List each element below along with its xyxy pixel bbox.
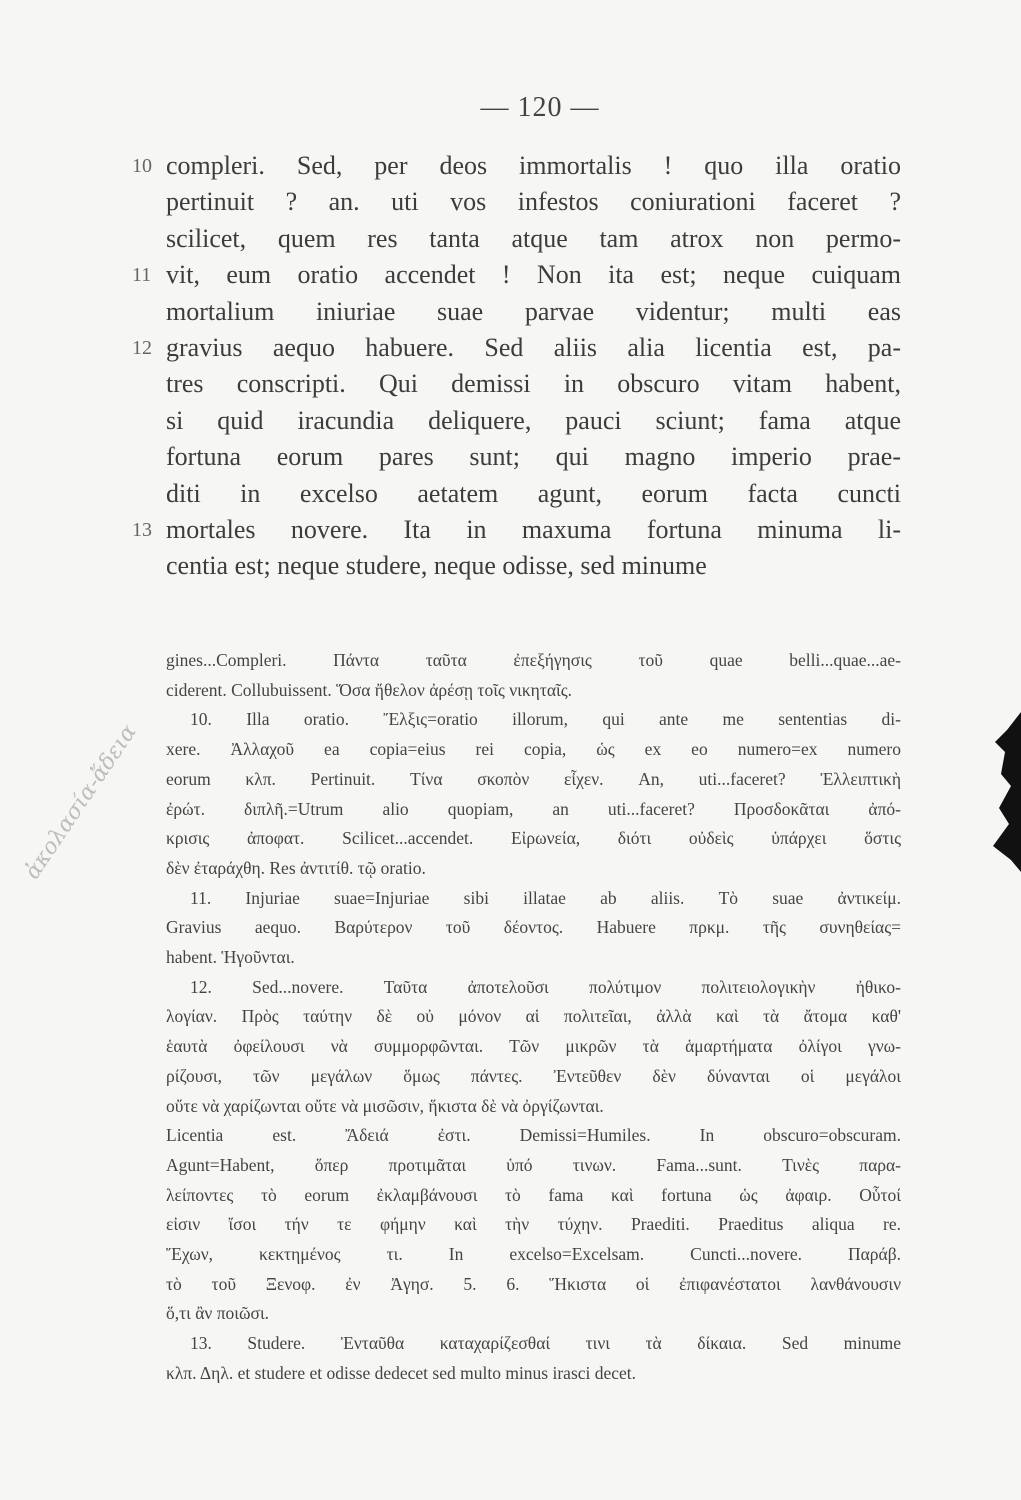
commentary-line: λογίαν. Πρὸς ταύτην δὲ οὐ μόνον αἱ πολιτεῖαι, ἀλλὰ καὶ τὰ ἄτομα καθ' [166, 1006, 901, 1026]
commentary-line: xere. Ἀλλαχοῦ ea copia=eius rei copia, ὡς ex eo numero=ex numero [166, 739, 901, 759]
text-line: gravius aequo habuere. Sed aliis alia licentia est, pa- [166, 333, 901, 362]
commentary-line: ciderent. Collubuissent. Ὅσα ἤθελον ἀρέσῃ τοῖς νικηταῖς. [166, 680, 573, 700]
commentary-line: 11. Injuriae suae=Injuriae sibi illatae ab aliis. Τὸ suae ἀντικείμ. [190, 888, 901, 908]
text-line: tres conscripti. Qui demissi in obscuro vitam habent, [166, 369, 901, 398]
commentary-line: 10. Illa oratio. Ἔλξις=oratio illorum, qui ante me sententias di- [190, 709, 901, 729]
commentary-line: κρισις ἀποφατ. Scilicet...accendet. Εἰρωνεία, διότι οὐδεὶς ὑπάρχει ὅστις [166, 828, 901, 848]
text-line: pertinuit ? an. uti vos infestos coniurationi faceret ? [166, 187, 901, 216]
commentary-line: 13. Studere. Ἐνταῦθα καταχαρίζεσθαί τινι τὰ δίκαια. Sed minume [190, 1333, 901, 1353]
commentary-line: eorum κλπ. Pertinuit. Τίνα σκοπὸν εἶχεν. An, uti...faceret? Ἐλλειπτικὴ [166, 769, 901, 789]
commentary-line: habent. Ἡγοῦνται. [166, 947, 295, 967]
commentary-line: ρίζουσι, τῶν μεγάλων ὅμως πάντες. Ἐντεῦθεν δὲν δύνανται οἱ μεγάλοι [166, 1066, 901, 1086]
page-number: — 120 — [480, 92, 600, 123]
commentary-line: κλπ. Δηλ. et studere et odisse dedecet sed multo minus irasci decet. [166, 1363, 637, 1383]
line-number: 11 [132, 264, 152, 286]
ink-blot-mark [981, 712, 1021, 872]
text-line: fortuna eorum pares sunt; qui magno imperio prae- [166, 442, 901, 471]
line-number: 10 [132, 155, 152, 177]
commentary-line: 12. Sed...novere. Ταῦτα ἀποτελοῦσι πολύτιμον πολιτειολογικὴν ἠθικο- [190, 977, 901, 997]
text-line: scilicet, quem res tanta atque tam atrox non permo- [166, 224, 901, 253]
text-line: si quid iracundia deliquere, pauci sciunt; fama atque [166, 406, 901, 435]
commentary-line: ἑαυτὰ ὀφείλουσι νὰ συμμορφῶνται. Τῶν μικρῶν τὰ ἁμαρτήματα ὀλίγοι γνω- [166, 1036, 901, 1056]
text-line: centia est; neque studere, neque odisse, sed minume [166, 551, 707, 580]
text-line: compleri. Sed, per deos immortalis ! quo illa oratio [166, 151, 901, 180]
commentary-line: Gravius aequo. Βαρύτερον τοῦ δέοντος. Habuere πρκμ. τῆς συνηθείας= [166, 917, 901, 937]
handwritten-margin-note: ἀκολασία-ἄδεια [20, 720, 142, 884]
commentary-line: οὔτε νὰ χαρίζωνται οὔτε νὰ μισῶσιν, ἥκιστα δὲ νὰ ὀργίζωνται. [166, 1096, 604, 1116]
commentary-line: εἰσιν ἴσοι τήν τε φήμην καὶ τὴν τύχην. Praediti. Praeditus aliqua re. [166, 1214, 901, 1234]
commentary-line: τὸ τοῦ Ξενοφ. ἐν Ἀγησ. 5. 6. Ἥκιστα οἱ ἐπιφανέστατοι λανθάνουσιν [166, 1274, 901, 1294]
text-line: mortales novere. Ita in maxuma fortuna minuma li- [166, 515, 901, 544]
commentary-line: gines...Compleri. Πάντα ταῦτα ἐπεξήγησις τοῦ quae belli...quae...ae- [166, 650, 901, 670]
commentary-line: δὲν ἐταράχθη. Res ἀντιτίθ. τῷ oratio. [166, 858, 426, 878]
commentary-line: ὅ,τι ἂν ποιῶσι. [166, 1303, 270, 1323]
text-line: mortalium iniuriae suae parvae videntur; multi eas [166, 297, 901, 326]
commentary-line: Ἔχων, κεκτημένος τι. In excelso=Excelsam. Cuncti...novere. Παράβ. [166, 1244, 901, 1264]
text-line: diti in excelso aetatem agunt, eorum facta cuncti [166, 479, 901, 508]
line-number: 13 [132, 519, 152, 541]
text-line: vit, eum oratio accendet ! Non ita est; neque cuiquam [166, 260, 901, 289]
commentary-line: Licentia est. Ἄδειά ἐστι. Demissi=Humiles. In obscuro=obscuram. [166, 1125, 901, 1145]
line-number: 12 [132, 337, 152, 359]
commentary-line: ἐρώτ. διπλῆ.=Utrum alio quopiam, an uti...faceret? Προσδοκᾶται ἀπό- [166, 799, 901, 819]
commentary-line: λείποντες τὸ eorum ἐκλαμβάνουσι τὸ fama καὶ fortuna ὡς ἀφαιρ. Οὗτοί [166, 1185, 901, 1205]
commentary-line: Agunt=Habent, ὅπερ προτιμᾶται ὑπό τινων. Fama...sunt. Τινὲς παρα- [166, 1155, 901, 1175]
